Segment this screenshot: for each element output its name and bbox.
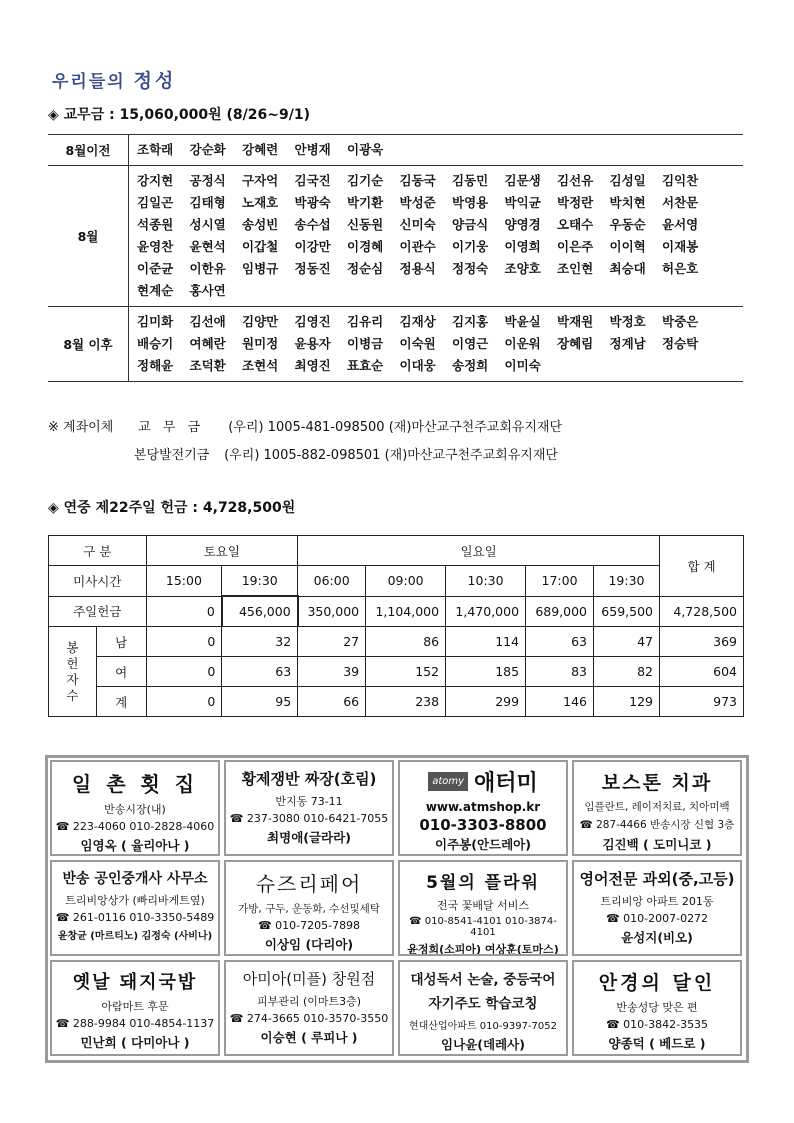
donor-name: 정해윤 [137, 358, 174, 373]
donor-name: 박성준 [399, 195, 436, 210]
donor-name: 김영진 [294, 314, 331, 329]
donor-name: 김국진 [294, 173, 331, 188]
name-line [137, 192, 737, 214]
donor-name: 이미숙 [504, 358, 541, 373]
donor-name: 정계남 [609, 336, 646, 351]
donor-name: 정순심 [347, 261, 384, 276]
ad-title: 슈즈리페어 [255, 872, 363, 896]
name-line [137, 236, 737, 258]
name-group-label: 8월이전 [48, 135, 129, 165]
donor-name: 이영희 [504, 239, 541, 254]
donor-name: 김미화 [137, 314, 174, 329]
donor-name: 강순화 [189, 142, 226, 157]
donor-name: 석종원 [137, 217, 174, 232]
name-group-names [129, 166, 743, 306]
donor-name: 노재호 [242, 195, 279, 210]
donor-name: 윤서영 [662, 217, 699, 232]
donor-name: 이기웅 [452, 239, 489, 254]
donor-name: 송성빈 [242, 217, 279, 232]
donor-name: 이갑철 [242, 239, 279, 254]
donor-name: 성시열 [189, 217, 226, 232]
ad-ilchon [50, 760, 220, 856]
time-cell: 09:00 [366, 566, 446, 597]
donor-name: 배승기 [137, 336, 174, 351]
name-line [137, 333, 737, 355]
count-cell: 27 [298, 627, 366, 657]
donor-name: 허은호 [662, 261, 699, 276]
donor-name: 윤영찬 [137, 239, 174, 254]
time-cell: 17:00 [526, 566, 594, 597]
ad-phone: ☎ 274-3665 010-3570-3550 [229, 1012, 389, 1025]
row-label-sum: 계 [96, 687, 146, 717]
header-saturday: 토요일 [146, 536, 298, 566]
heading-big: 정성 [133, 70, 177, 92]
donor-name: 이은주 [557, 239, 594, 254]
ad-sub: 반송시장(내) [104, 803, 166, 816]
header-category: 구 분 [49, 536, 147, 566]
ad-title: 일 촌 횟 집 [71, 772, 199, 796]
account-prefix: ※ 계좌이체 [48, 420, 114, 435]
weekly-offering-table [48, 535, 744, 717]
name-group-row [48, 135, 743, 166]
donor-name: 임병규 [242, 261, 279, 276]
name-line [137, 355, 737, 377]
donor-name: 김태형 [189, 195, 226, 210]
count-cell: 66 [298, 687, 366, 717]
school-fund-title: ◈ 교무금 : 15,060,000원 (8/26~9/1) [48, 107, 310, 123]
donor-name: 장혜림 [557, 336, 594, 351]
row-label-female: 여 [96, 657, 146, 687]
header-mass-time: 미사시간 [49, 566, 147, 597]
time-cell: 10:30 [446, 566, 526, 597]
donor-name: 조양호 [504, 261, 541, 276]
ad-title: 옛날 돼지국밥 [72, 972, 198, 993]
donor-name: 김양만 [242, 314, 279, 329]
ad-amia [224, 960, 394, 1056]
name-line [137, 214, 737, 236]
ad-realestate [50, 860, 220, 956]
donor-name: 강혜련 [242, 142, 279, 157]
donor-name: 최승대 [609, 261, 646, 276]
donor-name: 이대웅 [399, 358, 436, 373]
ad-sub: 전국 꽃배달 서비스 [436, 899, 529, 912]
givers-char: 헌 [66, 655, 79, 671]
name-line [137, 311, 737, 333]
donor-name: 강지현 [137, 173, 174, 188]
ad-sub: 피부관리 (이마트3층) [256, 995, 362, 1008]
header-sunday: 일요일 [298, 536, 660, 566]
ad-phone: ☎ 261-0116 010-3350-5489 [55, 911, 215, 924]
donor-name: 조인현 [557, 261, 594, 276]
ad-sub: 트리비앙 아파트 201동 [600, 895, 714, 908]
ad-owner: 윤정희(소피아) 여상훈(토마스) [407, 943, 559, 956]
donor-name: 김일곤 [137, 195, 174, 210]
ad-title-2: 자기주도 학습코칭 [428, 996, 538, 1012]
ad-shoe-repair [224, 860, 394, 956]
ad-owner: 이승현 ( 루피나 ) [260, 1030, 358, 1045]
time-cell: 15:00 [146, 566, 222, 597]
donor-name: 윤용자 [294, 336, 331, 351]
donor-name: 이재봉 [662, 239, 699, 254]
donor-name: 박광숙 [294, 195, 331, 210]
count-cell: 299 [446, 687, 526, 717]
name-group-label: 8월 이후 [48, 307, 129, 381]
ad-phone: ☎ 010-2007-0272 [605, 912, 709, 925]
ad-title: 반송 공인중개사 사무소 [62, 871, 208, 887]
count-cell: 63 [222, 657, 298, 687]
ad-reading [398, 960, 568, 1056]
givers-char: 봉 [66, 639, 79, 655]
donor-name: 박정호 [609, 314, 646, 329]
cash-cell: 689,000 [526, 596, 594, 627]
ad-phone: 현대산업아파트 010-9397-7052 [408, 1021, 557, 1032]
count-cell: 129 [594, 687, 660, 717]
donor-name: 조학래 [137, 142, 174, 157]
account-text-2: (우리) 1005-882-098501 (재)마산교구천주교회유지재단 [224, 448, 558, 463]
atomy-logo: atomy [428, 772, 468, 791]
cash-cell: 456,000 [222, 596, 298, 627]
count-cell: 238 [366, 687, 446, 717]
donor-name: 안병재 [294, 142, 331, 157]
donor-name: 신미숙 [399, 217, 436, 232]
name-group-row [48, 307, 743, 381]
page-heading [52, 66, 176, 93]
count-total: 973 [660, 687, 744, 717]
count-cell: 63 [526, 627, 594, 657]
count-total: 604 [660, 657, 744, 687]
name-group-names [129, 307, 743, 381]
count-cell: 83 [526, 657, 594, 687]
donor-name: 이준균 [137, 261, 174, 276]
count-cell: 146 [526, 687, 594, 717]
donor-name: 현계순 [137, 283, 174, 298]
donor-name: 박재원 [557, 314, 594, 329]
header-total: 합 계 [660, 536, 744, 597]
ad-sub: 반지동 73-11 [275, 795, 343, 808]
donor-name: 정동진 [294, 261, 331, 276]
name-line [137, 139, 737, 161]
name-line [137, 280, 737, 302]
donor-name: 김성일 [609, 173, 646, 188]
donor-name: 박치현 [609, 195, 646, 210]
count-cell: 39 [298, 657, 366, 687]
donor-name: 조현석 [242, 358, 279, 373]
cash-cell: 0 [146, 596, 222, 627]
donor-name: 박정란 [557, 195, 594, 210]
count-total: 369 [660, 627, 744, 657]
account-text-1: (우리) 1005-481-098500 (재)마산교구천주교회유지재단 [228, 420, 563, 435]
donor-name: 박윤실 [504, 314, 541, 329]
name-group-label: 8월 [48, 166, 129, 306]
donor-names-table [48, 134, 743, 382]
donor-name: 김동민 [452, 173, 489, 188]
donor-name: 김기순 [347, 173, 384, 188]
donor-name: 박영용 [452, 195, 489, 210]
time-cell: 19:30 [222, 566, 298, 597]
heading-small: 우리들의 [52, 72, 134, 92]
donor-name: 양영경 [504, 217, 541, 232]
donor-name: 공정식 [189, 173, 226, 188]
account-name-1: 교 무 금 [138, 420, 205, 435]
donor-name: 원미정 [242, 336, 279, 351]
donor-name: 이운워 [504, 336, 541, 351]
donor-name: 김선애 [189, 314, 226, 329]
cash-cell: 350,000 [298, 596, 366, 627]
ad-jjajang [224, 760, 394, 856]
ad-phone: ☎ 288-9984 010-4854-1137 [55, 1017, 215, 1030]
donor-name: 이이혁 [609, 239, 646, 254]
ad-title: 황제쟁반 짜장(호림) [241, 770, 377, 788]
ad-owner: 임영옥 ( 율리아나 ) [80, 838, 190, 853]
ad-owner: 윤성지(비오) [621, 930, 693, 945]
donor-name: 이강만 [294, 239, 331, 254]
ad-phone: ☎ 010-3842-3535 [605, 1018, 709, 1031]
count-cell: 185 [446, 657, 526, 687]
cash-cell: 1,470,000 [446, 596, 526, 627]
donor-name: 송수섭 [294, 217, 331, 232]
count-cell: 82 [594, 657, 660, 687]
donor-name: 김문생 [504, 173, 541, 188]
ad-owner: 이주봉(안드레아) [435, 837, 531, 852]
name-line [137, 258, 737, 280]
ad-phone: ☎ 287-4466 반송시장 신협 3층 [579, 819, 735, 831]
donor-name: 오태수 [557, 217, 594, 232]
ad-glasses [572, 960, 742, 1056]
donor-name: 김선유 [557, 173, 594, 188]
row-label-male: 남 [96, 627, 146, 657]
donor-name: 이경혜 [347, 239, 384, 254]
donor-name: 김익찬 [662, 173, 699, 188]
ad-owner: 이상임 (다리아) [264, 937, 354, 952]
ad-owner: 윤창균 (마르티노) 김정숙 (사비나) [57, 931, 213, 942]
name-line [137, 170, 737, 192]
count-cell: 95 [222, 687, 298, 717]
cash-cell: 1,104,000 [366, 596, 446, 627]
donor-name: 우동순 [609, 217, 646, 232]
ad-title: 영어전문 과외(중,고등) [579, 870, 735, 888]
ad-phone: ☎ 010-7205-7898 [257, 919, 361, 932]
donor-name: 구자억 [242, 173, 279, 188]
donor-name: 박중은 [662, 314, 699, 329]
donor-name: 김동국 [399, 173, 436, 188]
ad-flower [398, 860, 568, 956]
donor-name: 신동원 [347, 217, 384, 232]
ad-owner: 김진백 ( 도미니코 ) [602, 837, 712, 852]
donor-name: 김유리 [347, 314, 384, 329]
count-cell: 0 [146, 657, 222, 687]
count-cell: 0 [146, 687, 222, 717]
donor-name: 양금식 [452, 217, 489, 232]
donor-name: 정승탁 [662, 336, 699, 351]
ad-owner: 최명애(글라라) [267, 830, 351, 845]
count-cell: 152 [366, 657, 446, 687]
donor-name: 윤현석 [189, 239, 226, 254]
ad-phone: ☎ 237-3080 010-6421-7055 [229, 812, 389, 825]
donor-name: 서찬문 [662, 195, 699, 210]
ad-title: 안경의 달인 [598, 972, 716, 994]
ad-sub: 아람마트 후문 [101, 1000, 169, 1013]
givers-char: 자 [66, 671, 79, 687]
donor-name: 이광욱 [347, 142, 384, 157]
donor-name: 김재상 [399, 314, 436, 329]
ad-title: 5월의 플라워 [426, 873, 540, 893]
time-cell: 19:30 [594, 566, 660, 597]
donor-name: 김지홍 [452, 314, 489, 329]
ad-phone: ☎ 010-8541-4101 010-3874-4101 [409, 916, 557, 938]
ad-sub: 반송성당 맞은 편 [616, 1001, 698, 1014]
account-name-2: 본당발전기금 [134, 448, 210, 463]
donor-name: 최영진 [294, 358, 331, 373]
name-group-row [48, 166, 743, 307]
donor-name: 박기환 [347, 195, 384, 210]
ad-gukbap [50, 960, 220, 1056]
ad-sub: 가방, 구두, 운동화, 수선및세탁 [238, 903, 380, 915]
ad-owner: 양종덕 ( 베드로 ) [608, 1036, 706, 1051]
ad-english-tutor [572, 860, 742, 956]
donor-name: 이병금 [347, 336, 384, 351]
cash-label: 주일헌금 [49, 596, 147, 627]
donor-name: 표효순 [347, 358, 384, 373]
donor-name: 박익균 [504, 195, 541, 210]
givers-label [49, 627, 97, 717]
count-cell: 114 [446, 627, 526, 657]
ad-sub: www.atmshop.kr [425, 800, 541, 814]
count-cell: 47 [594, 627, 660, 657]
donor-name: 이관수 [399, 239, 436, 254]
weekly-title: ◈ 연중 제22주일 헌금 : 4,728,500원 [48, 500, 296, 516]
count-cell: 0 [146, 627, 222, 657]
count-cell: 86 [366, 627, 446, 657]
donor-name: 이숙원 [399, 336, 436, 351]
account-row-2 [134, 444, 558, 463]
time-cell: 06:00 [298, 566, 366, 597]
donor-name: 송정희 [452, 358, 489, 373]
donor-name: 정정숙 [452, 261, 489, 276]
ad-sub: 트리비앙상가 (빠리바게트옆) [65, 894, 205, 907]
advertisement-grid [45, 755, 749, 1063]
ad-title: 애터미 [474, 771, 538, 796]
cash-total: 4,728,500 [660, 596, 744, 627]
ad-owner: 민난희 ( 다미아나 ) [80, 1035, 190, 1050]
donor-name: 조덕환 [189, 358, 226, 373]
ad-title: 아미아(미플) 창원점 [242, 970, 376, 988]
cash-cell: 659,500 [594, 596, 660, 627]
donor-name: 여혜란 [189, 336, 226, 351]
ad-phone: ☎ 223-4060 010-2828-4060 [55, 820, 215, 833]
ad-title: 보스톤 치과 [601, 772, 713, 794]
ad-boston-dental [572, 760, 742, 856]
count-cell: 32 [222, 627, 298, 657]
donor-name: 정용식 [399, 261, 436, 276]
account-row-1 [48, 416, 562, 435]
ad-sub: 임플란트, 레이저치료, 치아미백 [584, 801, 730, 813]
ad-owner: 임나윤(데레사) [441, 1037, 525, 1052]
ad-atomy [398, 760, 568, 856]
donor-name: 이영근 [452, 336, 489, 351]
donor-name: 홍사연 [189, 283, 226, 298]
name-group-names [129, 135, 743, 165]
donor-name: 이한유 [189, 261, 226, 276]
ad-title: 대성독서 논술, 중등국어 [410, 972, 556, 988]
givers-char: 수 [66, 687, 79, 703]
ad-phone: 010-3303-8800 [419, 816, 547, 834]
